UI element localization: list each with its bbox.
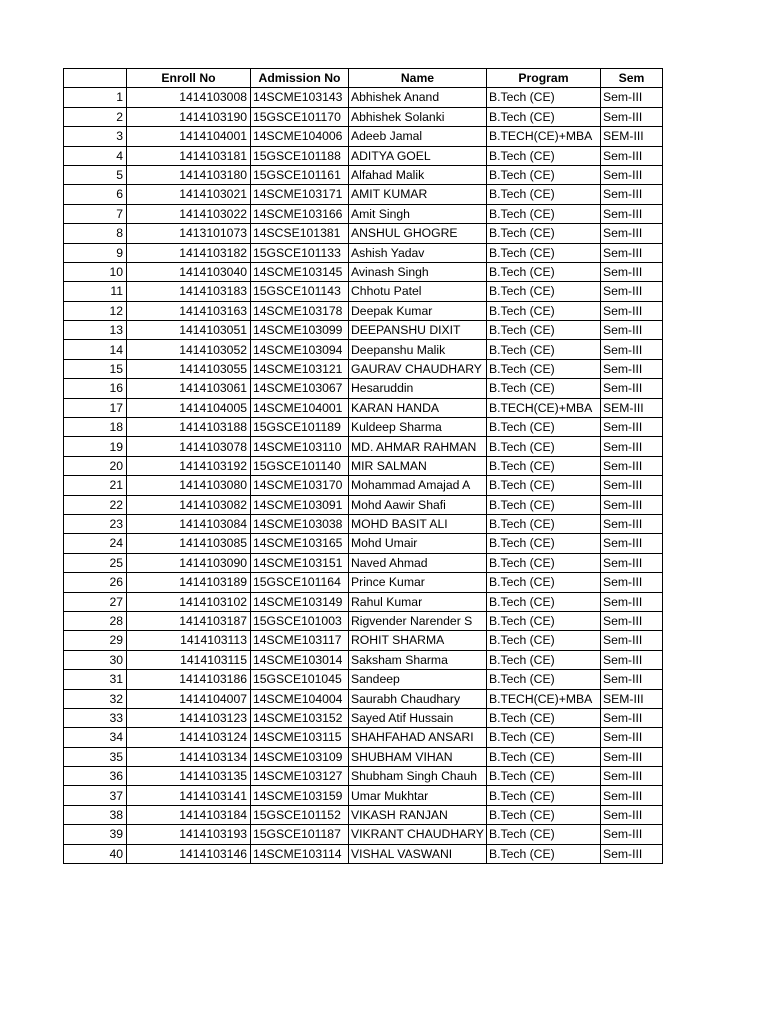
program-cell: B.Tech (CE) [486,185,600,204]
serial-cell: 32 [64,689,127,708]
table-row [64,476,663,495]
table-row [64,650,663,669]
name-cell: MOHD BASIT ALI [349,514,487,533]
program-cell: B.Tech (CE) [486,786,600,805]
sem-cell: Sem-III [600,146,662,165]
enroll-no-cell: 1414103189 [127,573,251,592]
table-row [64,301,663,320]
admission-no-cell: 14SCME103166 [251,204,349,223]
table-row [64,204,663,223]
enroll-no-cell: 1414103115 [127,650,251,669]
table-row [64,321,663,340]
admission-no-cell: 14SCME103127 [251,767,349,786]
program-cell: B.Tech (CE) [486,495,600,514]
enroll-no-cell: 1413101073 [127,224,251,243]
table-row [64,534,663,553]
table-row [64,844,663,863]
program-cell: B.Tech (CE) [486,650,600,669]
admission-no-cell: 14SCME103143 [251,88,349,107]
program-cell: B.TECH(CE)+MBA [486,689,600,708]
sem-cell: Sem-III [600,379,662,398]
table-row [64,185,663,204]
serial-cell: 31 [64,670,127,689]
enroll-no-cell: 1414103040 [127,262,251,281]
program-cell: B.Tech (CE) [486,243,600,262]
table-row [64,418,663,437]
sem-cell: Sem-III [600,282,662,301]
table-row [64,165,663,184]
enroll-no-cell: 1414103193 [127,825,251,844]
sem-cell: Sem-III [600,631,662,650]
serial-cell: 24 [64,534,127,553]
enroll-no-cell: 1414103113 [127,631,251,650]
admission-no-cell: 15GSCE101133 [251,243,349,262]
table-row [64,747,663,766]
sem-cell: Sem-III [600,786,662,805]
name-cell: VISHAL VASWANI [349,844,487,863]
admission-no-cell: 15GSCE101161 [251,165,349,184]
serial-cell: 25 [64,553,127,572]
header-serial [64,69,127,88]
name-cell: Avinash Singh [349,262,487,281]
name-cell: Hesaruddin [349,379,487,398]
header-program: Program [486,69,600,88]
table-row [64,728,663,747]
name-cell: ADITYA GOEL [349,146,487,165]
serial-cell: 3 [64,127,127,146]
admission-no-cell: 14SCME104004 [251,689,349,708]
enroll-no-cell: 1414103184 [127,805,251,824]
enroll-no-cell: 1414103008 [127,88,251,107]
admission-no-cell: 15GSCE101003 [251,611,349,630]
admission-no-cell: 14SCME103171 [251,185,349,204]
sem-cell: Sem-III [600,767,662,786]
name-cell: ANSHUL GHOGRE [349,224,487,243]
serial-cell: 37 [64,786,127,805]
admission-no-cell: 14SCME103099 [251,321,349,340]
sem-cell: Sem-III [600,88,662,107]
serial-cell: 9 [64,243,127,262]
sem-cell: Sem-III [600,650,662,669]
enroll-no-cell: 1414103051 [127,321,251,340]
sem-cell: Sem-III [600,728,662,747]
header-admission-no: Admission No [251,69,349,88]
enroll-no-cell: 1414103123 [127,708,251,727]
serial-cell: 7 [64,204,127,223]
admission-no-cell: 15GSCE101045 [251,670,349,689]
sem-cell: Sem-III [600,495,662,514]
admission-no-cell: 14SCME103145 [251,262,349,281]
sem-cell: Sem-III [600,321,662,340]
admission-no-cell: 15GSCE101188 [251,146,349,165]
table-row [64,553,663,572]
admission-no-cell: 15GSCE101152 [251,805,349,824]
sem-cell: Sem-III [600,418,662,437]
name-cell: Deepanshu Malik [349,340,487,359]
serial-cell: 22 [64,495,127,514]
table-row [64,224,663,243]
name-cell: AMIT KUMAR [349,185,487,204]
table-row [64,340,663,359]
program-cell: B.Tech (CE) [486,767,600,786]
admission-no-cell: 14SCME103151 [251,553,349,572]
enroll-no-cell: 1414103080 [127,476,251,495]
program-cell: B.Tech (CE) [486,418,600,437]
program-cell: B.Tech (CE) [486,728,600,747]
program-cell: B.Tech (CE) [486,321,600,340]
table-row [64,767,663,786]
enroll-no-cell: 1414103078 [127,437,251,456]
admission-no-cell: 14SCME103121 [251,359,349,378]
admission-no-cell: 15GSCE101164 [251,573,349,592]
serial-cell: 23 [64,514,127,533]
student-list-table [63,68,663,864]
name-cell: Prince Kumar [349,573,487,592]
enroll-no-cell: 1414103124 [127,728,251,747]
name-cell: Rahul Kumar [349,592,487,611]
serial-cell: 33 [64,708,127,727]
table-row [64,379,663,398]
table-row [64,611,663,630]
serial-cell: 16 [64,379,127,398]
enroll-no-cell: 1414103090 [127,553,251,572]
serial-cell: 6 [64,185,127,204]
sem-cell: SEM-III [600,127,662,146]
sem-cell: Sem-III [600,805,662,824]
serial-cell: 21 [64,476,127,495]
admission-no-cell: 14SCME103178 [251,301,349,320]
program-cell: B.Tech (CE) [486,592,600,611]
serial-cell: 38 [64,805,127,824]
enroll-no-cell: 1414104001 [127,127,251,146]
enroll-no-cell: 1414103146 [127,844,251,863]
sem-cell: Sem-III [600,224,662,243]
admission-no-cell: 14SCME103159 [251,786,349,805]
name-cell: Mohammad Amajad A [349,476,487,495]
serial-cell: 2 [64,107,127,126]
enroll-no-cell: 1414103183 [127,282,251,301]
sem-cell: Sem-III [600,514,662,533]
program-cell: B.Tech (CE) [486,805,600,824]
table-row [64,689,663,708]
table-row [64,514,663,533]
name-cell: DEEPANSHU DIXIT [349,321,487,340]
admission-no-cell: 14SCME103165 [251,534,349,553]
serial-cell: 10 [64,262,127,281]
enroll-no-cell: 1414103021 [127,185,251,204]
program-cell: B.TECH(CE)+MBA [486,127,600,146]
sem-cell: Sem-III [600,476,662,495]
table-row [64,786,663,805]
program-cell: B.Tech (CE) [486,670,600,689]
serial-cell: 5 [64,165,127,184]
admission-no-cell: 14SCME103170 [251,476,349,495]
enroll-no-cell: 1414103141 [127,786,251,805]
program-cell: B.Tech (CE) [486,825,600,844]
admission-no-cell: 14SCME103117 [251,631,349,650]
table-row [64,825,663,844]
enroll-no-cell: 1414103190 [127,107,251,126]
serial-cell: 19 [64,437,127,456]
serial-cell: 39 [64,825,127,844]
enroll-no-cell: 1414103102 [127,592,251,611]
table-row [64,107,663,126]
program-cell: B.Tech (CE) [486,456,600,475]
serial-cell: 28 [64,611,127,630]
program-cell: B.TECH(CE)+MBA [486,398,600,417]
program-cell: B.Tech (CE) [486,165,600,184]
table-row [64,398,663,417]
table-row [64,631,663,650]
enroll-no-cell: 1414103052 [127,340,251,359]
table-row [64,127,663,146]
admission-no-cell: 14SCME104001 [251,398,349,417]
table-row [64,573,663,592]
enroll-no-cell: 1414103135 [127,767,251,786]
table-row [64,708,663,727]
enroll-no-cell: 1414103061 [127,379,251,398]
program-cell: B.Tech (CE) [486,88,600,107]
program-cell: B.Tech (CE) [486,301,600,320]
enroll-no-cell: 1414103022 [127,204,251,223]
program-cell: B.Tech (CE) [486,340,600,359]
sem-cell: Sem-III [600,592,662,611]
table-row [64,282,663,301]
admission-no-cell: 15GSCE101189 [251,418,349,437]
program-cell: B.Tech (CE) [486,437,600,456]
enroll-no-cell: 1414104007 [127,689,251,708]
name-cell: Chhotu Patel [349,282,487,301]
admission-no-cell: 14SCME103149 [251,592,349,611]
serial-cell: 30 [64,650,127,669]
serial-cell: 20 [64,456,127,475]
name-cell: Adeeb Jamal [349,127,487,146]
name-cell: ROHIT SHARMA [349,631,487,650]
program-cell: B.Tech (CE) [486,107,600,126]
sem-cell: Sem-III [600,165,662,184]
name-cell: Mohd Aawir Shafi [349,495,487,514]
serial-cell: 35 [64,747,127,766]
name-cell: Abhishek Solanki [349,107,487,126]
serial-cell: 26 [64,573,127,592]
sem-cell: Sem-III [600,708,662,727]
program-cell: B.Tech (CE) [486,631,600,650]
enroll-no-cell: 1414103187 [127,611,251,630]
admission-no-cell: 14SCME103109 [251,747,349,766]
enroll-no-cell: 1414103186 [127,670,251,689]
sem-cell: Sem-III [600,340,662,359]
name-cell: SHUBHAM VIHAN [349,747,487,766]
program-cell: B.Tech (CE) [486,282,600,301]
enroll-no-cell: 1414103055 [127,359,251,378]
sem-cell: Sem-III [600,204,662,223]
program-cell: B.Tech (CE) [486,224,600,243]
admission-no-cell: 15GSCE101170 [251,107,349,126]
name-cell: Saurabh Chaudhary [349,689,487,708]
program-cell: B.Tech (CE) [486,146,600,165]
sem-cell: Sem-III [600,611,662,630]
admission-no-cell: 15GSCE101140 [251,456,349,475]
name-cell: Deepak Kumar [349,301,487,320]
program-cell: B.Tech (CE) [486,262,600,281]
admission-no-cell: 14SCME103110 [251,437,349,456]
enroll-no-cell: 1414103163 [127,301,251,320]
serial-cell: 12 [64,301,127,320]
sem-cell: Sem-III [600,301,662,320]
name-cell: Rigvender Narender S [349,611,487,630]
admission-no-cell: 14SCSE101381 [251,224,349,243]
name-cell: Alfahad Malik [349,165,487,184]
table-row [64,437,663,456]
table-row [64,146,663,165]
table-row [64,495,663,514]
sem-cell: Sem-III [600,747,662,766]
sem-cell: Sem-III [600,185,662,204]
admission-no-cell: 14SCME103038 [251,514,349,533]
serial-cell: 1 [64,88,127,107]
header-row [64,69,663,88]
name-cell: Mohd Umair [349,534,487,553]
sem-cell: Sem-III [600,534,662,553]
name-cell: MD. AHMAR RAHMAN [349,437,487,456]
name-cell: Saksham Sharma [349,650,487,669]
program-cell: B.Tech (CE) [486,844,600,863]
serial-cell: 17 [64,398,127,417]
enroll-no-cell: 1414103082 [127,495,251,514]
enroll-no-cell: 1414103085 [127,534,251,553]
name-cell: VIKRANT CHAUDHARY [349,825,487,844]
enroll-no-cell: 1414103182 [127,243,251,262]
sem-cell: SEM-III [600,398,662,417]
sem-cell: Sem-III [600,437,662,456]
name-cell: Amit Singh [349,204,487,223]
enroll-no-cell: 1414103188 [127,418,251,437]
program-cell: B.Tech (CE) [486,534,600,553]
sem-cell: Sem-III [600,262,662,281]
admission-no-cell: 14SCME103067 [251,379,349,398]
sem-cell: SEM-III [600,689,662,708]
name-cell: Kuldeep Sharma [349,418,487,437]
serial-cell: 15 [64,359,127,378]
admission-no-cell: 14SCME103115 [251,728,349,747]
sem-cell: Sem-III [600,456,662,475]
program-cell: B.Tech (CE) [486,708,600,727]
serial-cell: 34 [64,728,127,747]
admission-no-cell: 14SCME103094 [251,340,349,359]
serial-cell: 36 [64,767,127,786]
admission-no-cell: 14SCME103091 [251,495,349,514]
program-cell: B.Tech (CE) [486,553,600,572]
sem-cell: Sem-III [600,553,662,572]
sem-cell: Sem-III [600,573,662,592]
name-cell: Abhishek Anand [349,88,487,107]
serial-cell: 18 [64,418,127,437]
program-cell: B.Tech (CE) [486,514,600,533]
program-cell: B.Tech (CE) [486,476,600,495]
enroll-no-cell: 1414103134 [127,747,251,766]
program-cell: B.Tech (CE) [486,747,600,766]
table-row [64,805,663,824]
enroll-no-cell: 1414103192 [127,456,251,475]
table-row [64,88,663,107]
header-enroll-no: Enroll No [127,69,251,88]
sem-cell: Sem-III [600,359,662,378]
admission-no-cell: 15GSCE101187 [251,825,349,844]
table-row [64,359,663,378]
name-cell: MIR SALMAN [349,456,487,475]
table-row [64,456,663,475]
program-cell: B.Tech (CE) [486,611,600,630]
name-cell: Sayed Atif Hussain [349,708,487,727]
serial-cell: 27 [64,592,127,611]
sem-cell: Sem-III [600,107,662,126]
serial-cell: 11 [64,282,127,301]
serial-cell: 4 [64,146,127,165]
enroll-no-cell: 1414104005 [127,398,251,417]
serial-cell: 13 [64,321,127,340]
name-cell: Sandeep [349,670,487,689]
program-cell: B.Tech (CE) [486,359,600,378]
sem-cell: Sem-III [600,243,662,262]
serial-cell: 8 [64,224,127,243]
serial-cell: 40 [64,844,127,863]
name-cell: Ashish Yadav [349,243,487,262]
enroll-no-cell: 1414103084 [127,514,251,533]
table-row [64,592,663,611]
enroll-no-cell: 1414103180 [127,165,251,184]
admission-no-cell: 15GSCE101143 [251,282,349,301]
serial-cell: 14 [64,340,127,359]
program-cell: B.Tech (CE) [486,204,600,223]
sem-cell: Sem-III [600,844,662,863]
admission-no-cell: 14SCME103152 [251,708,349,727]
name-cell: Umar Mukhtar [349,786,487,805]
table-row [64,243,663,262]
name-cell: VIKASH RANJAN [349,805,487,824]
enroll-no-cell: 1414103181 [127,146,251,165]
serial-cell: 29 [64,631,127,650]
admission-no-cell: 14SCME103014 [251,650,349,669]
sem-cell: Sem-III [600,670,662,689]
admission-no-cell: 14SCME103114 [251,844,349,863]
sem-cell: Sem-III [600,825,662,844]
table-row [64,262,663,281]
table-row [64,670,663,689]
header-sem: Sem [600,69,662,88]
name-cell: Naved Ahmad [349,553,487,572]
name-cell: GAURAV CHAUDHARY [349,359,487,378]
program-cell: B.Tech (CE) [486,379,600,398]
header-name: Name [349,69,487,88]
name-cell: KARAN HANDA [349,398,487,417]
program-cell: B.Tech (CE) [486,573,600,592]
name-cell: SHAHFAHAD ANSARI [349,728,487,747]
admission-no-cell: 14SCME104006 [251,127,349,146]
name-cell: Shubham Singh Chauh [349,767,487,786]
